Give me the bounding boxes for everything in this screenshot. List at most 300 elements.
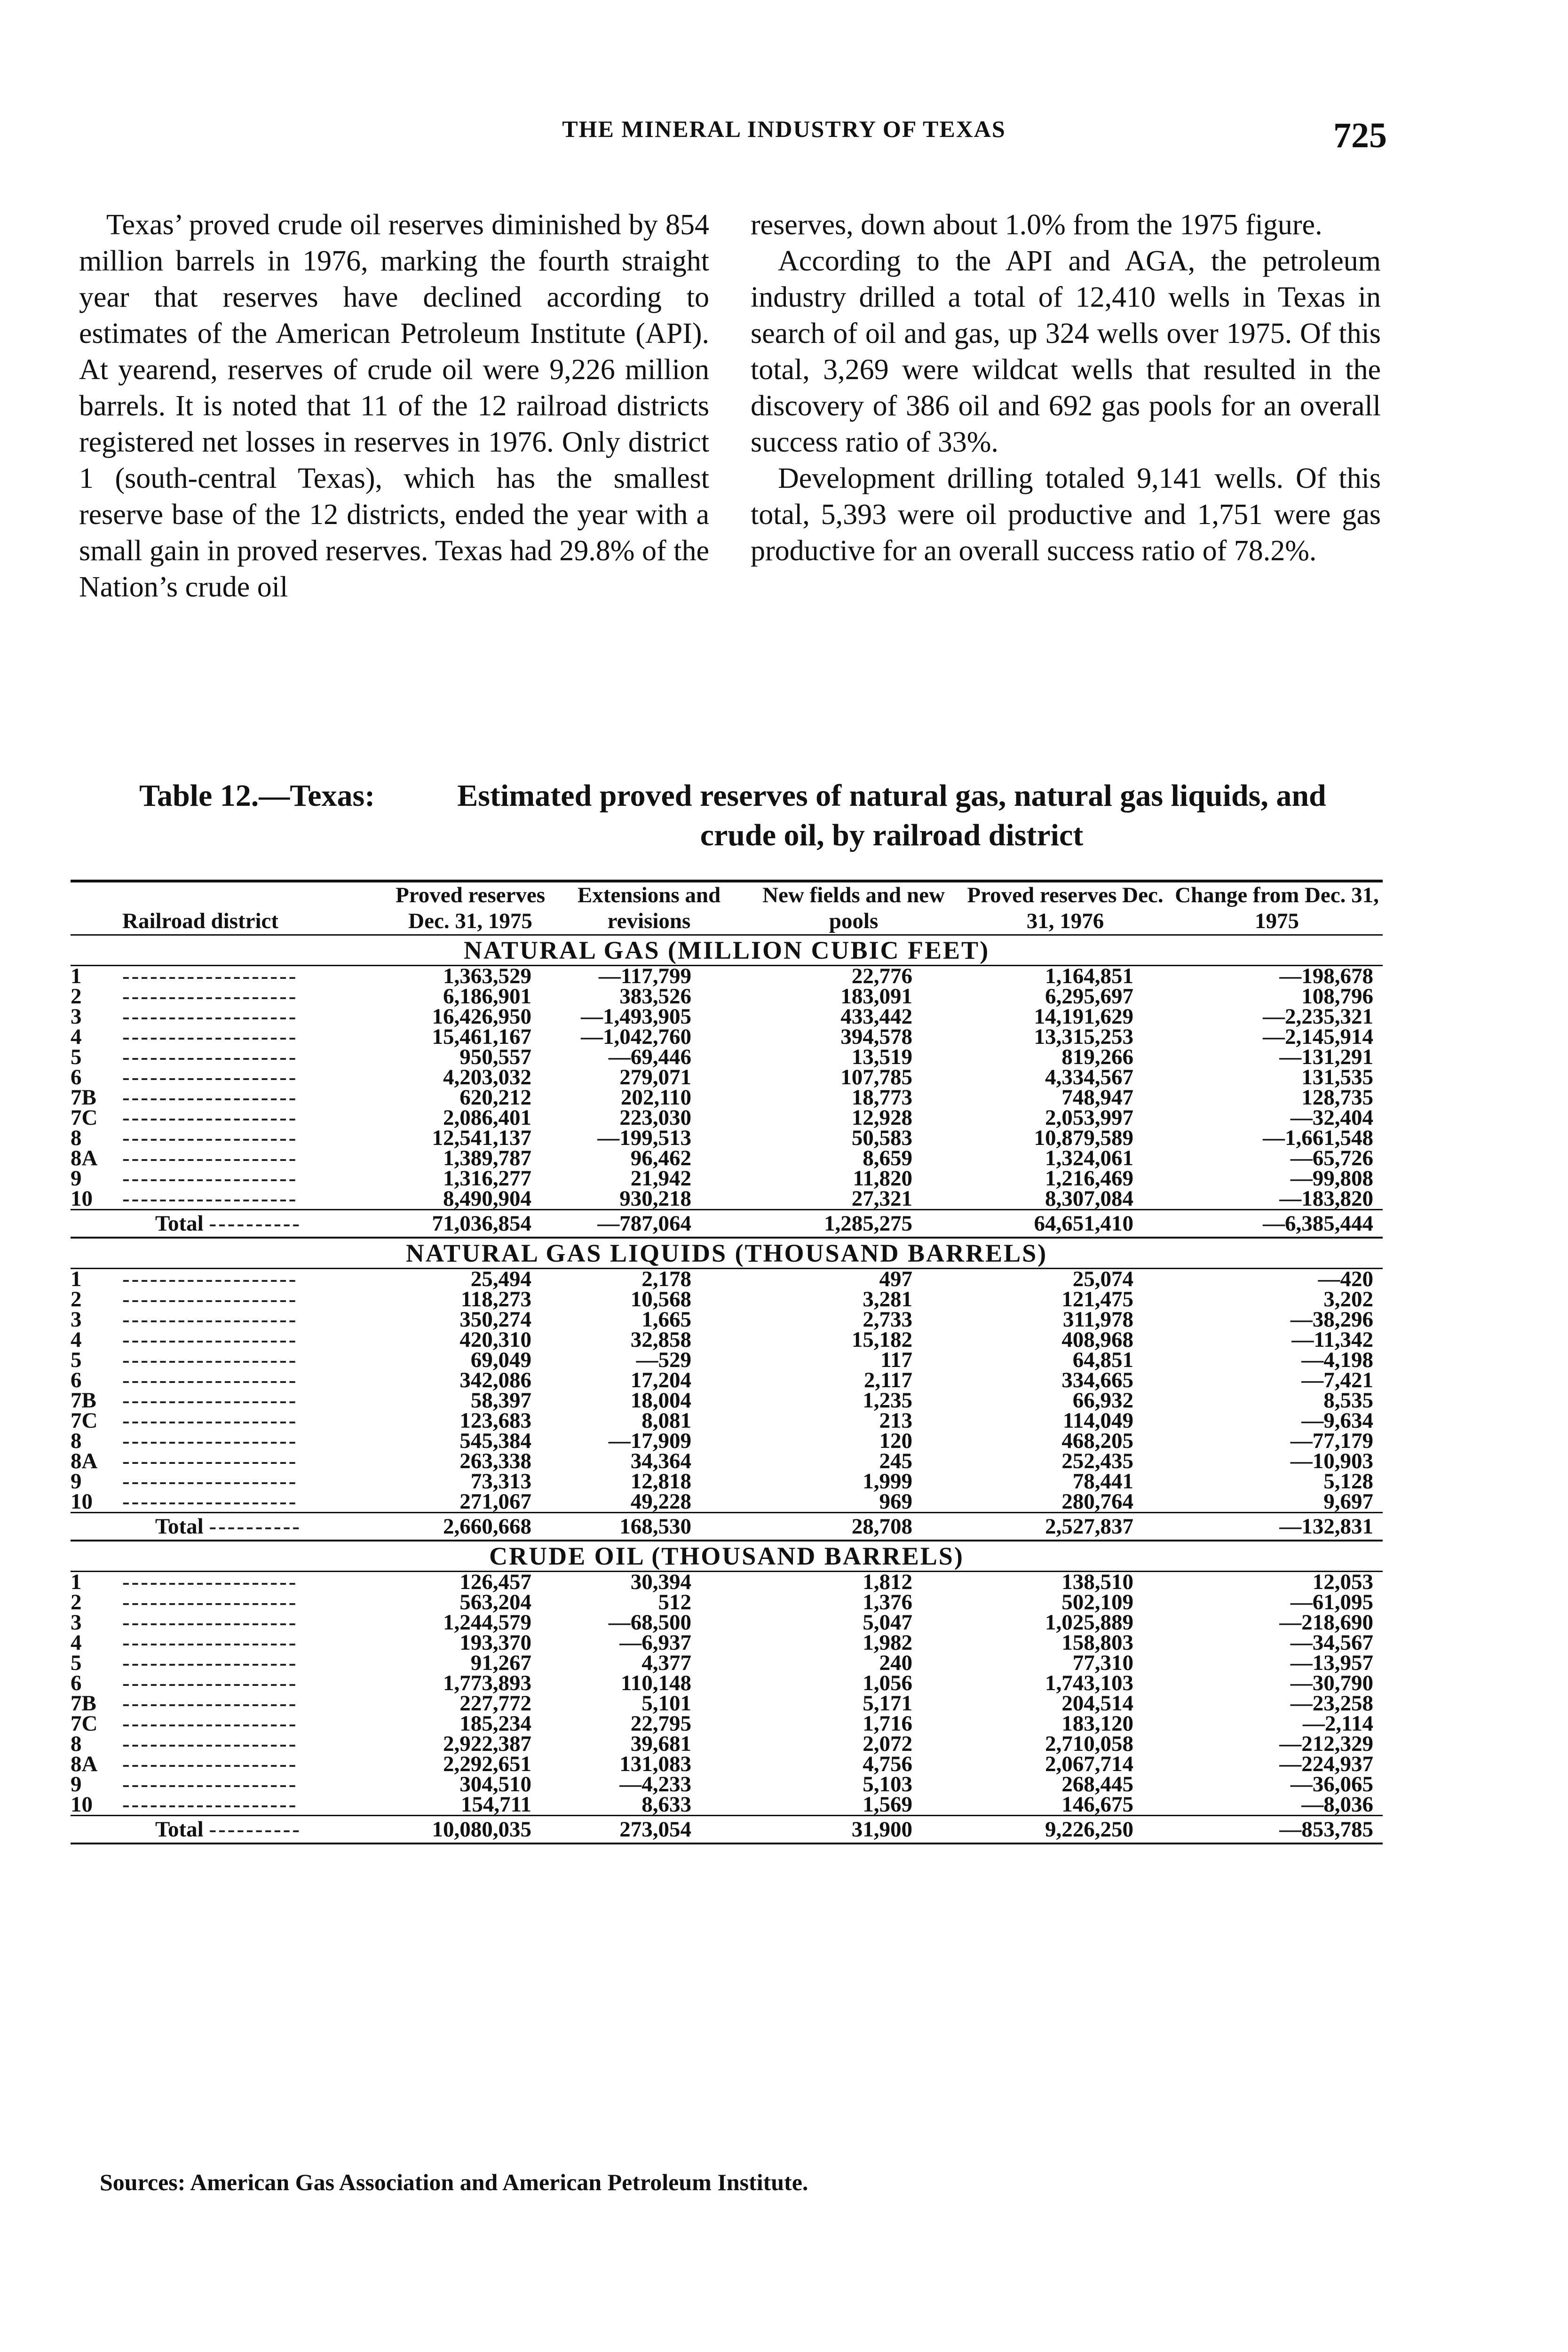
total-row [71, 1513, 1383, 1541]
total-proved-1976-cell: 9,226,250 [959, 1816, 1171, 1844]
total-label: Total [155, 1211, 204, 1236]
table-row [71, 986, 1383, 1007]
table-row [71, 1310, 1383, 1330]
extensions-cell: 18,004 [630, 1388, 691, 1413]
district-label: 2 [71, 1289, 82, 1310]
dot-leader: ------------------- [122, 1289, 298, 1310]
new-fields-cell: 117 [880, 1348, 912, 1372]
table-row [71, 1451, 1383, 1471]
dot-leader: ------------------- [122, 1128, 298, 1148]
district-cell [71, 1189, 390, 1210]
extensions-cell: 2,178 [641, 1267, 691, 1291]
district-cell [71, 1370, 390, 1391]
proved-1976-cell: 121,475 [1061, 1287, 1133, 1311]
paragraph-drilling: According to the API and AGA, the petroleum industry drilled a total of 12,410 wells in Texas in search of oil and gas, up 324 wells over 1975. Of this total, 3,269 were wildcat wells that resulted in the discovery of 386 oil and 692 gas pools for an overall success ratio of 33%. [751, 245, 1381, 458]
change-cell: —30,790 [1290, 1671, 1373, 1695]
proved-1975-cell: 154,711 [460, 1792, 531, 1817]
extensions-cell: —17,909 [608, 1429, 691, 1453]
dot-leader: ------------------- [122, 1492, 298, 1513]
proved-1976-cell: 146,675 [1061, 1792, 1133, 1817]
table-row [71, 1269, 1383, 1290]
change-cell: 12,053 [1312, 1570, 1373, 1594]
dot-leader: ------------------- [122, 1754, 298, 1774]
district-cell [71, 1754, 390, 1774]
total-row [71, 1210, 1383, 1238]
district-cell [71, 1471, 390, 1492]
table-row [71, 1350, 1383, 1370]
proved-1976-cell: 2,053,997 [1045, 1105, 1133, 1130]
right-column [751, 207, 1381, 605]
new-fields-cell: 1,376 [863, 1590, 912, 1614]
proved-1975-cell: 118,273 [460, 1287, 531, 1311]
change-cell: —4,198 [1301, 1348, 1373, 1372]
change-cell: —420 [1318, 1267, 1373, 1291]
district-label: 4 [71, 1027, 82, 1047]
district-cell [71, 1451, 390, 1471]
proved-1975-cell: 342,086 [459, 1368, 531, 1392]
dot-leader: ------------------- [122, 1189, 298, 1210]
dot-leader: ------------------- [122, 1693, 298, 1714]
sources-note: Sources: American Gas Association and American Petroleum Institute. [100, 2169, 808, 2195]
dot-leader: ------------------- [122, 1370, 298, 1391]
extensions-cell: 39,681 [630, 1732, 691, 1756]
extensions-cell: —1,042,760 [581, 1025, 691, 1049]
dot-leader: ------------------- [122, 986, 298, 1007]
proved-1976-cell: 280,764 [1061, 1489, 1133, 1514]
proved-1975-cell: 193,370 [459, 1630, 531, 1655]
proved-1975-cell: 25,494 [470, 1267, 531, 1291]
dot-leader: ------------------- [122, 1633, 298, 1653]
district-cell [71, 966, 390, 987]
change-cell: 3,202 [1323, 1287, 1373, 1311]
district-label: 8A [71, 1148, 98, 1168]
new-fields-cell: 213 [879, 1408, 912, 1433]
section-heading: CRUDE OIL (THOUSAND BARRELS) [71, 1541, 1383, 1572]
extensions-cell: —529 [636, 1348, 691, 1372]
district-cell [71, 1714, 390, 1734]
change-cell: —34,567 [1290, 1630, 1373, 1655]
change-cell: 131,535 [1301, 1065, 1373, 1089]
dot-leader: ------------------- [122, 1047, 298, 1067]
district-label: 3 [71, 1310, 82, 1330]
new-fields-cell: 245 [879, 1449, 912, 1473]
district-cell [71, 1795, 390, 1816]
district-label: 6 [71, 1370, 82, 1391]
proved-1975-cell: 2,086,401 [443, 1105, 531, 1130]
table-row [71, 1572, 1383, 1593]
dot-leader: ------------------- [122, 1571, 298, 1592]
table-row [71, 1613, 1383, 1633]
table-label: Table 12.—Texas: [139, 779, 375, 813]
new-fields-cell: 4,756 [863, 1752, 912, 1776]
district-cell [71, 1431, 390, 1451]
section-heading: NATURAL GAS (MILLION CUBIC FEET) [71, 935, 1383, 966]
column-header-district: Railroad district [71, 881, 390, 935]
table-header-row [71, 881, 1383, 935]
new-fields-cell: 2,733 [863, 1307, 912, 1332]
district-cell [71, 1391, 390, 1411]
proved-1976-cell: 183,120 [1061, 1711, 1133, 1736]
total-proved-1976-cell: 64,651,410 [959, 1210, 1171, 1238]
district-label: 1 [71, 1571, 82, 1592]
new-fields-cell: 18,773 [851, 1085, 912, 1110]
extensions-cell: —199,513 [597, 1126, 691, 1150]
change-cell: —131,291 [1279, 1045, 1373, 1069]
extensions-cell: 279,071 [619, 1065, 691, 1089]
district-cell [71, 1633, 390, 1653]
table-row [71, 1592, 1383, 1613]
change-cell: —7,421 [1301, 1368, 1373, 1392]
table-row [71, 1148, 1383, 1168]
proved-1976-cell: 252,435 [1061, 1449, 1133, 1473]
change-cell: —13,957 [1290, 1651, 1373, 1675]
district-cell [71, 1289, 390, 1310]
proved-1976-cell: 114,049 [1062, 1408, 1133, 1433]
proved-1975-cell: 91,267 [470, 1651, 531, 1675]
district-label: 2 [71, 986, 82, 1007]
proved-1975-cell: 1,316,277 [443, 1166, 531, 1191]
dot-leader: ------------------- [122, 1088, 298, 1108]
table-row [71, 1734, 1383, 1754]
extensions-cell: 10,568 [630, 1287, 691, 1311]
extensions-cell: 930,218 [619, 1186, 691, 1211]
change-cell: 108,796 [1301, 984, 1373, 1009]
table-row [71, 1189, 1383, 1210]
change-cell: —99,808 [1290, 1166, 1373, 1191]
extensions-cell: 383,526 [619, 984, 691, 1009]
total-change-cell: —132,831 [1171, 1513, 1383, 1541]
proved-1976-cell: 1,216,469 [1045, 1166, 1133, 1191]
change-cell: —38,296 [1290, 1307, 1373, 1332]
district-cell [71, 1572, 390, 1593]
district-cell [71, 1269, 390, 1290]
extensions-cell: —4,233 [619, 1772, 691, 1796]
table-row [71, 1168, 1383, 1189]
table-row [71, 1693, 1383, 1714]
change-cell: —224,937 [1279, 1752, 1373, 1776]
new-fields-cell: 1,812 [863, 1570, 912, 1594]
paragraph-reserves: Texas’ proved crude oil reserves diminished by 854 million barrels in 1976, marking the fourth straight year that reserves have declined according to estimates of the American Petroleum Institute (API). At yearend, reserves of crude oil were 9,226 million barrels. It is noted that 11 of the 12 railroad districts registered net losses in reserves in 1976. Only district 1 (south-central Texas), which has the smallest reserve base of the 12 districts, ended the year with a small gain in proved reserves. Texas had 29.8% of the Nation’s crude oil [79, 209, 709, 603]
table-row [71, 1289, 1383, 1310]
new-fields-cell: 1,235 [863, 1388, 912, 1413]
total-new-fields-cell: 1,285,275 [748, 1210, 959, 1238]
table-title [139, 776, 1381, 855]
new-fields-cell: 13,519 [851, 1045, 912, 1069]
district-cell [71, 1411, 390, 1431]
page-number: 725 [1333, 116, 1387, 155]
table-row [71, 1754, 1383, 1774]
total-proved-1975-cell: 10,080,035 [390, 1816, 550, 1844]
new-fields-cell: 1,056 [863, 1671, 912, 1695]
district-label: 10 [71, 1795, 93, 1816]
proved-1975-cell: 1,389,787 [443, 1146, 531, 1170]
new-fields-cell: 394,578 [840, 1025, 912, 1049]
extensions-cell: 131,083 [619, 1752, 691, 1776]
district-label: 9 [71, 1471, 82, 1492]
table-row [71, 1330, 1383, 1350]
district-cell [71, 1492, 390, 1513]
table-row [71, 1047, 1383, 1067]
total-change-cell: —853,785 [1171, 1816, 1383, 1844]
table-row [71, 1673, 1383, 1693]
district-label: 7B [71, 1693, 96, 1714]
table-row [71, 1714, 1383, 1734]
section-heading-row [71, 1541, 1383, 1572]
proved-1975-cell: 69,049 [470, 1348, 531, 1372]
extensions-cell: 8,633 [641, 1792, 691, 1817]
dot-leader: ------------------- [122, 1067, 298, 1088]
dot-leader: ------------------- [122, 1391, 298, 1411]
new-fields-cell: 8,659 [863, 1146, 912, 1170]
proved-1976-cell: 311,978 [1062, 1307, 1133, 1332]
proved-1976-cell: 8,307,084 [1045, 1186, 1133, 1211]
running-head: THE MINERAL INDUSTRY OF TEXAS [562, 116, 1006, 142]
change-cell: —218,690 [1279, 1610, 1373, 1635]
extensions-cell: 30,394 [630, 1570, 691, 1594]
change-cell: —77,179 [1290, 1429, 1373, 1453]
dot-leader: ------------------- [122, 1148, 298, 1168]
proved-1976-cell: 158,803 [1061, 1630, 1133, 1655]
proved-1976-cell: 268,445 [1061, 1772, 1133, 1796]
new-fields-cell: 1,999 [863, 1469, 912, 1494]
extensions-cell: 8,081 [641, 1408, 691, 1433]
district-label: 10 [71, 1492, 93, 1513]
change-cell: —1,661,548 [1263, 1126, 1373, 1150]
proved-1976-cell: 138,510 [1061, 1570, 1133, 1594]
proved-1976-cell: 748,947 [1061, 1085, 1133, 1110]
proved-1976-cell: 2,710,058 [1045, 1732, 1133, 1756]
dot-leader: ------------------- [122, 1734, 298, 1754]
district-label: 3 [71, 1613, 82, 1633]
district-cell [71, 1047, 390, 1067]
table-row [71, 1471, 1383, 1492]
body-text [79, 207, 1381, 605]
total-extensions-cell: 168,530 [550, 1513, 748, 1541]
change-cell: —23,258 [1290, 1691, 1373, 1716]
proved-1975-cell: 123,683 [459, 1408, 531, 1433]
dot-leader: ------------------- [122, 1714, 298, 1734]
district-label: 8 [71, 1128, 82, 1148]
total-label-cell [71, 1210, 390, 1238]
proved-1976-cell: 10,879,589 [1034, 1126, 1133, 1150]
extensions-cell: 17,204 [630, 1368, 691, 1392]
total-change-cell: —6,385,444 [1171, 1210, 1383, 1238]
paragraph-continuation: reserves, down about 1.0% from the 1975 figure. [751, 209, 1323, 241]
extensions-cell: 32,858 [630, 1327, 691, 1352]
proved-1975-cell: 620,212 [459, 1085, 531, 1110]
district-cell [71, 1310, 390, 1330]
district-label: 4 [71, 1330, 82, 1350]
district-label: 5 [71, 1653, 82, 1673]
proved-1975-cell: 1,363,529 [443, 964, 531, 988]
dot-leader: ------------------- [122, 1168, 298, 1189]
district-cell [71, 1673, 390, 1693]
extensions-cell: —6,937 [619, 1630, 691, 1655]
column-header-change: Change from Dec. 31, 1975 [1171, 881, 1383, 935]
extensions-cell: —1,493,905 [581, 1004, 691, 1029]
dot-leader: ------------------- [122, 1653, 298, 1673]
table-row [71, 1391, 1383, 1411]
table-row [71, 966, 1383, 987]
proved-1976-cell: 468,205 [1061, 1429, 1133, 1453]
new-fields-cell: 1,982 [863, 1630, 912, 1655]
dot-leader: ------------------- [122, 1451, 298, 1471]
proved-1975-cell: 58,397 [470, 1388, 531, 1413]
extensions-cell: 1,665 [641, 1307, 691, 1332]
proved-1975-cell: 227,772 [459, 1691, 531, 1716]
district-label: 4 [71, 1633, 82, 1653]
district-cell [71, 1128, 390, 1148]
change-cell: —2,145,914 [1263, 1025, 1373, 1049]
proved-1975-cell: 16,426,950 [432, 1004, 531, 1029]
district-label: 7C [71, 1108, 98, 1128]
dot-leader: ------------------- [122, 1613, 298, 1633]
dot-leader: ------------------- [122, 1027, 298, 1047]
new-fields-cell: 107,785 [840, 1065, 912, 1089]
change-cell: —65,726 [1290, 1146, 1373, 1170]
proved-1976-cell: 14,191,629 [1034, 1004, 1133, 1029]
table-row [71, 1128, 1383, 1148]
extensions-cell: —117,799 [598, 964, 691, 988]
column-header-proved-1976: Proved reserves Dec. 31, 1976 [959, 881, 1171, 935]
proved-1975-cell: 2,922,387 [443, 1732, 531, 1756]
new-fields-cell: 50,583 [851, 1126, 912, 1150]
proved-1975-cell: 350,274 [459, 1307, 531, 1332]
change-cell: —183,820 [1279, 1186, 1373, 1211]
section-heading: NATURAL GAS LIQUIDS (THOUSAND BARRELS) [71, 1238, 1383, 1269]
dot-leader: ------------------- [122, 1350, 298, 1370]
extensions-cell: 96,462 [630, 1146, 691, 1170]
extensions-cell: 4,377 [641, 1651, 691, 1675]
table-row [71, 1007, 1383, 1027]
district-cell [71, 1148, 390, 1168]
total-proved-1975-cell: 71,036,854 [390, 1210, 550, 1238]
table-body [71, 935, 1383, 1844]
total-new-fields-cell: 31,900 [748, 1816, 959, 1844]
change-cell: —11,342 [1291, 1327, 1373, 1352]
proved-1975-cell: 126,457 [459, 1570, 531, 1594]
proved-1975-cell: 950,557 [459, 1045, 531, 1069]
district-cell [71, 1592, 390, 1613]
district-label: 1 [71, 965, 82, 986]
new-fields-cell: 433,442 [840, 1004, 912, 1029]
new-fields-cell: 497 [879, 1267, 912, 1291]
change-cell: —198,678 [1279, 964, 1373, 988]
district-label: 8 [71, 1734, 82, 1754]
extensions-cell: 5,101 [641, 1691, 691, 1716]
table-row [71, 1027, 1383, 1047]
new-fields-cell: 120 [879, 1429, 912, 1453]
change-cell: —2,114 [1302, 1711, 1373, 1736]
district-cell [71, 1350, 390, 1370]
new-fields-cell: 2,117 [863, 1368, 912, 1392]
proved-1975-cell: 2,292,651 [443, 1752, 531, 1776]
district-label: 8 [71, 1431, 82, 1451]
dot-leader: ------------------- [122, 1592, 298, 1613]
total-label: Total [155, 1817, 204, 1842]
dot-leader: ------------------- [122, 1795, 298, 1816]
change-cell: 5,128 [1323, 1469, 1373, 1494]
district-cell [71, 1067, 390, 1088]
section-heading-row [71, 1238, 1383, 1269]
district-label: 1 [71, 1268, 82, 1289]
new-fields-cell: 1,716 [863, 1711, 912, 1736]
new-fields-cell: 240 [879, 1651, 912, 1675]
district-label: 9 [71, 1774, 82, 1795]
proved-1976-cell: 1,025,889 [1045, 1610, 1133, 1635]
column-header-extensions: Extensions and revisions [550, 881, 748, 935]
district-label: 8A [71, 1451, 98, 1471]
dot-leader: ------------------- [122, 1411, 298, 1431]
dot-leader: ------------------- [122, 1330, 298, 1350]
new-fields-cell: 1,569 [863, 1792, 912, 1817]
reserves-table [71, 880, 1383, 1844]
extensions-cell: 49,228 [630, 1489, 691, 1514]
proved-1976-cell: 6,295,697 [1045, 984, 1133, 1009]
district-label: 7C [71, 1714, 98, 1734]
change-cell: —10,903 [1290, 1449, 1373, 1473]
table-row [71, 1653, 1383, 1673]
table-row [71, 1774, 1383, 1795]
new-fields-cell: 5,047 [863, 1610, 912, 1635]
new-fields-cell: 969 [879, 1489, 912, 1514]
proved-1976-cell: 66,932 [1072, 1388, 1133, 1413]
proved-1976-cell: 502,109 [1061, 1590, 1133, 1614]
dot-leader: ------------------- [122, 1673, 298, 1693]
new-fields-cell: 11,820 [853, 1166, 912, 1191]
column-header-proved-1975: Proved reserves Dec. 31, 1975 [390, 881, 550, 935]
proved-1975-cell: 420,310 [459, 1327, 531, 1352]
district-cell [71, 1734, 390, 1754]
dot-leader: ------------------- [122, 1268, 298, 1289]
dot-leader: ------------------- [122, 1774, 298, 1795]
district-label: 6 [71, 1067, 82, 1088]
district-label: 2 [71, 1592, 82, 1613]
dot-leader: ------------------- [122, 1431, 298, 1451]
district-label: 7B [71, 1088, 96, 1108]
district-cell [71, 1027, 390, 1047]
proved-1976-cell: 64,851 [1072, 1348, 1133, 1372]
total-proved-1976-cell: 2,527,837 [959, 1513, 1171, 1541]
change-cell: 8,535 [1323, 1388, 1373, 1413]
proved-1976-cell: 4,334,567 [1045, 1065, 1133, 1089]
change-cell: —2,235,321 [1263, 1004, 1373, 1029]
district-cell [71, 1108, 390, 1128]
district-label: 5 [71, 1047, 82, 1067]
change-cell: —8,036 [1301, 1792, 1373, 1817]
table-row [71, 1108, 1383, 1128]
change-cell: —212,329 [1279, 1732, 1373, 1756]
new-fields-cell: 2,072 [863, 1732, 912, 1756]
proved-1976-cell: 1,743,103 [1045, 1671, 1133, 1695]
district-cell [71, 1330, 390, 1350]
proved-1975-cell: 545,384 [459, 1429, 531, 1453]
proved-1976-cell: 408,968 [1061, 1327, 1133, 1352]
district-label: 7C [71, 1411, 98, 1431]
column-header-new-fields: New fields and new pools [748, 881, 959, 935]
extensions-cell: —69,446 [608, 1045, 691, 1069]
district-cell [71, 1168, 390, 1189]
extensions-cell: 512 [658, 1590, 691, 1614]
change-cell: 9,697 [1323, 1489, 1373, 1514]
district-cell [71, 986, 390, 1007]
table-row [71, 1795, 1383, 1816]
table-row [71, 1492, 1383, 1513]
proved-1975-cell: 185,234 [459, 1711, 531, 1736]
proved-1976-cell: 204,514 [1061, 1691, 1133, 1716]
proved-1976-cell: 2,067,714 [1045, 1752, 1133, 1776]
new-fields-cell: 3,281 [863, 1287, 912, 1311]
